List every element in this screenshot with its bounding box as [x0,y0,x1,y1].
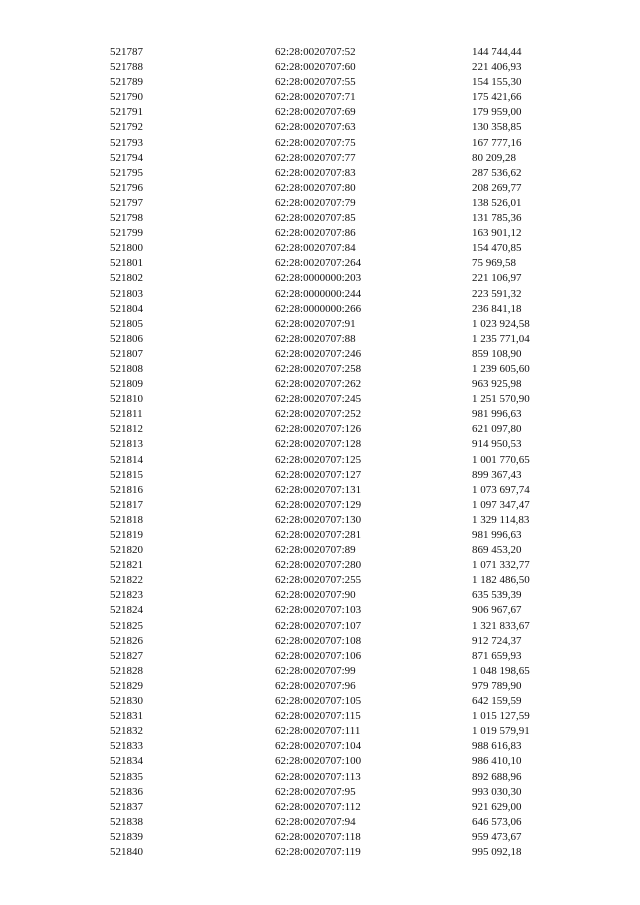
cadastral-number: 62:28:0020707:281 [275,529,362,541]
row-number: 521837 [110,800,143,813]
table-row [0,45,640,60]
cadastral-value: 154 155,30 [472,76,522,89]
row-number: 521814 [110,453,143,466]
row-number: 521830 [110,695,143,708]
table-row [0,649,640,664]
table-row [0,105,640,120]
table-row [0,151,640,166]
row-number: 521813 [110,438,143,451]
cadastral-value: 899 367,43 [472,468,522,481]
cadastral-value: 1 329 114,83 [472,513,530,526]
cadastral-number: 62:28:0020707:105 [275,695,362,708]
row-number: 521805 [110,317,143,330]
table-row [0,241,640,256]
table-row [0,754,640,769]
row-number: 521808 [110,362,143,375]
table-row [0,317,640,332]
cadastral-number: 62:28:0020707:107 [275,619,362,632]
cadastral-number: 62:28:0020707:128 [275,438,362,451]
row-number: 521793 [110,136,143,149]
row-number: 521791 [110,106,143,119]
row-number: 521822 [110,574,143,587]
row-number: 521825 [110,619,143,632]
cadastral-number: 62:28:0020707:129 [275,498,362,511]
cadastral-number: 62:28:0020707:71 [275,91,356,104]
cadastral-number: 62:28:0020707:96 [275,679,356,692]
table-row [0,573,640,588]
cadastral-number: 62:28:0020707:95 [275,785,356,798]
cadastral-number: 62:28:0020707:91 [275,317,356,330]
cadastral-number: 62:28:0020707:264 [275,257,362,270]
row-number: 521806 [110,332,143,345]
cadastral-number: 62:28:0020707:118 [275,830,361,843]
row-number: 521812 [110,423,143,436]
row-number: 521838 [110,815,143,828]
cadastral-number: 62:28:0020707:75 [275,136,356,149]
cadastral-number: 62:28:0020707:84 [275,242,356,255]
cadastral-value: 981 996,63 [472,408,522,421]
cadastral-number: 62:28:0000000:266 [275,302,362,315]
row-number: 521826 [110,634,143,647]
cadastral-value: 287 536,62 [472,166,522,179]
cadastral-value: 167 777,16 [472,136,522,149]
cadastral-value: 1 182 486,50 [472,574,530,587]
table-row [0,558,640,573]
cadastral-value: 635 539,39 [472,589,522,602]
cadastral-number: 62:28:0020707:108 [275,634,362,647]
cadastral-number: 62:28:0020707:55 [275,76,356,89]
cadastral-number: 62:28:0020707:252 [275,408,362,421]
cadastral-number: 62:28:0020707:104 [275,740,362,753]
cadastral-number: 62:28:0020707:126 [275,423,362,436]
cadastral-number: 62:28:0020707:131 [275,483,362,496]
table-row [0,785,640,800]
table-row [0,437,640,452]
table-row [0,543,640,558]
row-number: 521818 [110,513,143,526]
cadastral-value: 921 629,00 [472,800,522,813]
cadastral-value: 208 269,77 [472,181,522,194]
cadastral-value: 154 470,85 [472,242,522,255]
cadastral-number: 62:28:0020707:127 [275,468,362,481]
cadastral-value: 1 015 127,59 [472,710,530,723]
table-row [0,815,640,830]
cadastral-value: 981 996,63 [472,529,522,541]
cadastral-number: 62:28:0020707:79 [275,196,356,209]
table-row [0,724,640,739]
row-number: 521811 [110,408,143,421]
row-number: 521792 [110,121,143,134]
table-row [0,287,640,302]
cadastral-value: 993 030,30 [472,785,522,798]
table-row [0,347,640,362]
cadastral-number: 62:28:0020707:125 [275,453,362,466]
row-number: 521807 [110,347,143,360]
table-row [0,181,640,196]
cadastral-number: 62:28:0020707:86 [275,227,356,240]
cadastral-number: 62:28:0020707:69 [275,106,356,119]
cadastral-number: 62:28:0020707:130 [275,513,362,526]
table-row [0,845,640,860]
row-number: 521794 [110,151,143,164]
cadastral-value: 1 321 833,67 [472,619,530,632]
row-number: 521803 [110,287,143,300]
table-row [0,528,640,543]
row-number: 521815 [110,468,143,481]
cadastral-value: 869 453,20 [472,544,522,557]
cadastral-value: 914 950,53 [472,438,522,451]
row-number: 521835 [110,770,143,783]
cadastral-number: 62:28:0000000:203 [275,272,362,285]
cadastral-number: 62:28:0020707:83 [275,166,356,179]
cadastral-value: 1 019 579,91 [472,725,530,738]
table-row [0,483,640,498]
table-row [0,166,640,181]
table-row [0,634,640,649]
cadastral-value: 1 073 697,74 [472,483,530,496]
row-number: 521795 [110,166,143,179]
table-row [0,362,640,377]
cadastral-number: 62:28:0020707:255 [275,574,362,587]
cadastral-value: 138 526,01 [472,196,522,209]
cadastral-number: 62:28:0020707:258 [275,362,362,375]
row-number: 521839 [110,830,143,843]
cadastral-value: 1 001 770,65 [472,453,530,466]
table-row [0,770,640,785]
cadastral-number: 62:28:0020707:85 [275,212,356,225]
row-number: 521829 [110,679,143,692]
row-number: 521809 [110,378,143,391]
cadastral-number: 62:28:0020707:100 [275,755,362,768]
cadastral-value: 995 092,18 [472,845,522,858]
cadastral-value: 1 071 332,77 [472,559,530,572]
table-row [0,60,640,75]
cadastral-value: 80 209,28 [472,151,516,164]
row-number: 521834 [110,755,143,768]
data-table [0,45,640,860]
cadastral-value: 646 573,06 [472,815,522,828]
cadastral-number: 62:28:0020707:89 [275,544,356,557]
table-row [0,332,640,347]
cadastral-value: 979 789,90 [472,679,522,692]
cadastral-number: 62:28:0020707:245 [275,393,362,406]
row-number: 521817 [110,498,143,511]
row-number: 521831 [110,710,143,723]
row-number: 521797 [110,196,143,209]
cadastral-value: 131 785,36 [472,212,522,225]
table-row [0,513,640,528]
cadastral-value: 988 616,83 [472,740,522,753]
table-row [0,800,640,815]
cadastral-number: 62:28:0020707:60 [275,61,356,74]
cadastral-number: 62:28:0020707:262 [275,378,362,391]
cadastral-value: 1 048 198,65 [472,664,530,677]
cadastral-value: 621 097,80 [472,423,522,436]
table-row [0,498,640,513]
table-row [0,453,640,468]
cadastral-number: 62:28:0020707:119 [275,845,361,858]
cadastral-value: 175 421,66 [472,91,522,104]
table-row [0,271,640,286]
row-number: 521799 [110,227,143,240]
row-number: 521816 [110,483,143,496]
row-number: 521824 [110,604,143,617]
cadastral-number: 62:28:0020707:63 [275,121,356,134]
cadastral-value: 906 967,67 [472,604,522,617]
cadastral-value: 859 108,90 [472,347,522,360]
cadastral-value: 221 106,97 [472,272,522,285]
row-number: 521828 [110,664,143,677]
row-number: 521796 [110,181,143,194]
row-number: 521821 [110,559,143,572]
cadastral-value: 163 901,12 [472,227,522,240]
cadastral-value: 986 410,10 [472,755,522,768]
cadastral-number: 62:28:0020707:103 [275,604,362,617]
table-row [0,694,640,709]
cadastral-number: 62:28:0020707:246 [275,347,362,360]
cadastral-value: 871 659,93 [472,649,522,662]
cadastral-value: 1 097 347,47 [472,498,530,511]
row-number: 521819 [110,529,143,541]
row-number: 521800 [110,242,143,255]
table-row [0,468,640,483]
table-row [0,709,640,724]
table-row [0,830,640,845]
row-number: 521832 [110,725,143,738]
row-number: 521823 [110,589,143,602]
cadastral-value: 1 239 605,60 [472,362,530,375]
table-row [0,120,640,135]
cadastral-value: 959 473,67 [472,830,522,843]
cadastral-number: 62:28:0020707:112 [275,800,361,813]
cadastral-value: 963 925,98 [472,378,522,391]
row-number: 521801 [110,257,143,270]
cadastral-value: 179 959,00 [472,106,522,119]
cadastral-value: 1 235 771,04 [472,332,530,345]
cadastral-value: 221 406,93 [472,61,522,74]
cadastral-value: 130 358,85 [472,121,522,134]
row-number: 521810 [110,393,143,406]
cadastral-value: 144 744,44 [472,46,522,58]
cadastral-number: 62:28:0020707:90 [275,589,356,602]
table-row [0,90,640,105]
row-number: 521802 [110,272,143,285]
cadastral-value: 223 591,32 [472,287,522,300]
cadastral-value: 1 023 924,58 [472,317,530,330]
cadastral-value: 236 841,18 [472,302,522,315]
row-number: 521836 [110,785,143,798]
cadastral-value: 1 251 570,90 [472,393,530,406]
table-row [0,392,640,407]
table-row [0,407,640,422]
cadastral-number: 62:28:0020707:80 [275,181,356,194]
row-number: 521804 [110,302,143,315]
cadastral-number: 62:28:0020707:280 [275,559,362,572]
row-number: 521798 [110,212,143,225]
cadastral-number: 62:28:0020707:77 [275,151,356,164]
cadastral-number: 62:28:0020707:88 [275,332,356,345]
cadastral-value: 642 159,59 [472,695,522,708]
table-row [0,75,640,90]
table-row [0,588,640,603]
table-row [0,136,640,151]
row-number: 521789 [110,76,143,89]
table-row [0,256,640,271]
cadastral-value: 912 724,37 [472,634,522,647]
cadastral-number: 62:28:0020707:106 [275,649,362,662]
table-row [0,226,640,241]
table-row [0,422,640,437]
table-row [0,619,640,634]
row-number: 521840 [110,845,143,858]
cadastral-value: 75 969,58 [472,257,516,270]
cadastral-value: 892 688,96 [472,770,522,783]
table-row [0,679,640,694]
table-row [0,377,640,392]
row-number: 521833 [110,740,143,753]
row-number: 521790 [110,91,143,104]
cadastral-number: 62:28:0020707:99 [275,664,356,677]
table-row [0,664,640,679]
row-number: 521827 [110,649,143,662]
table-row [0,302,640,317]
row-number: 521820 [110,544,143,557]
table-row [0,196,640,211]
row-number: 521787 [110,46,143,58]
cadastral-number: 62:28:0020707:115 [275,710,361,723]
cadastral-number: 62:28:0020707:52 [275,46,356,58]
cadastral-number: 62:28:0020707:94 [275,815,356,828]
cadastral-number: 62:28:0020707:113 [275,770,361,783]
cadastral-number: 62:28:0020707:111 [275,725,361,738]
row-number: 521788 [110,61,143,74]
table-row [0,739,640,754]
table-row [0,211,640,226]
table-row [0,603,640,618]
cadastral-number: 62:28:0000000:244 [275,287,362,300]
